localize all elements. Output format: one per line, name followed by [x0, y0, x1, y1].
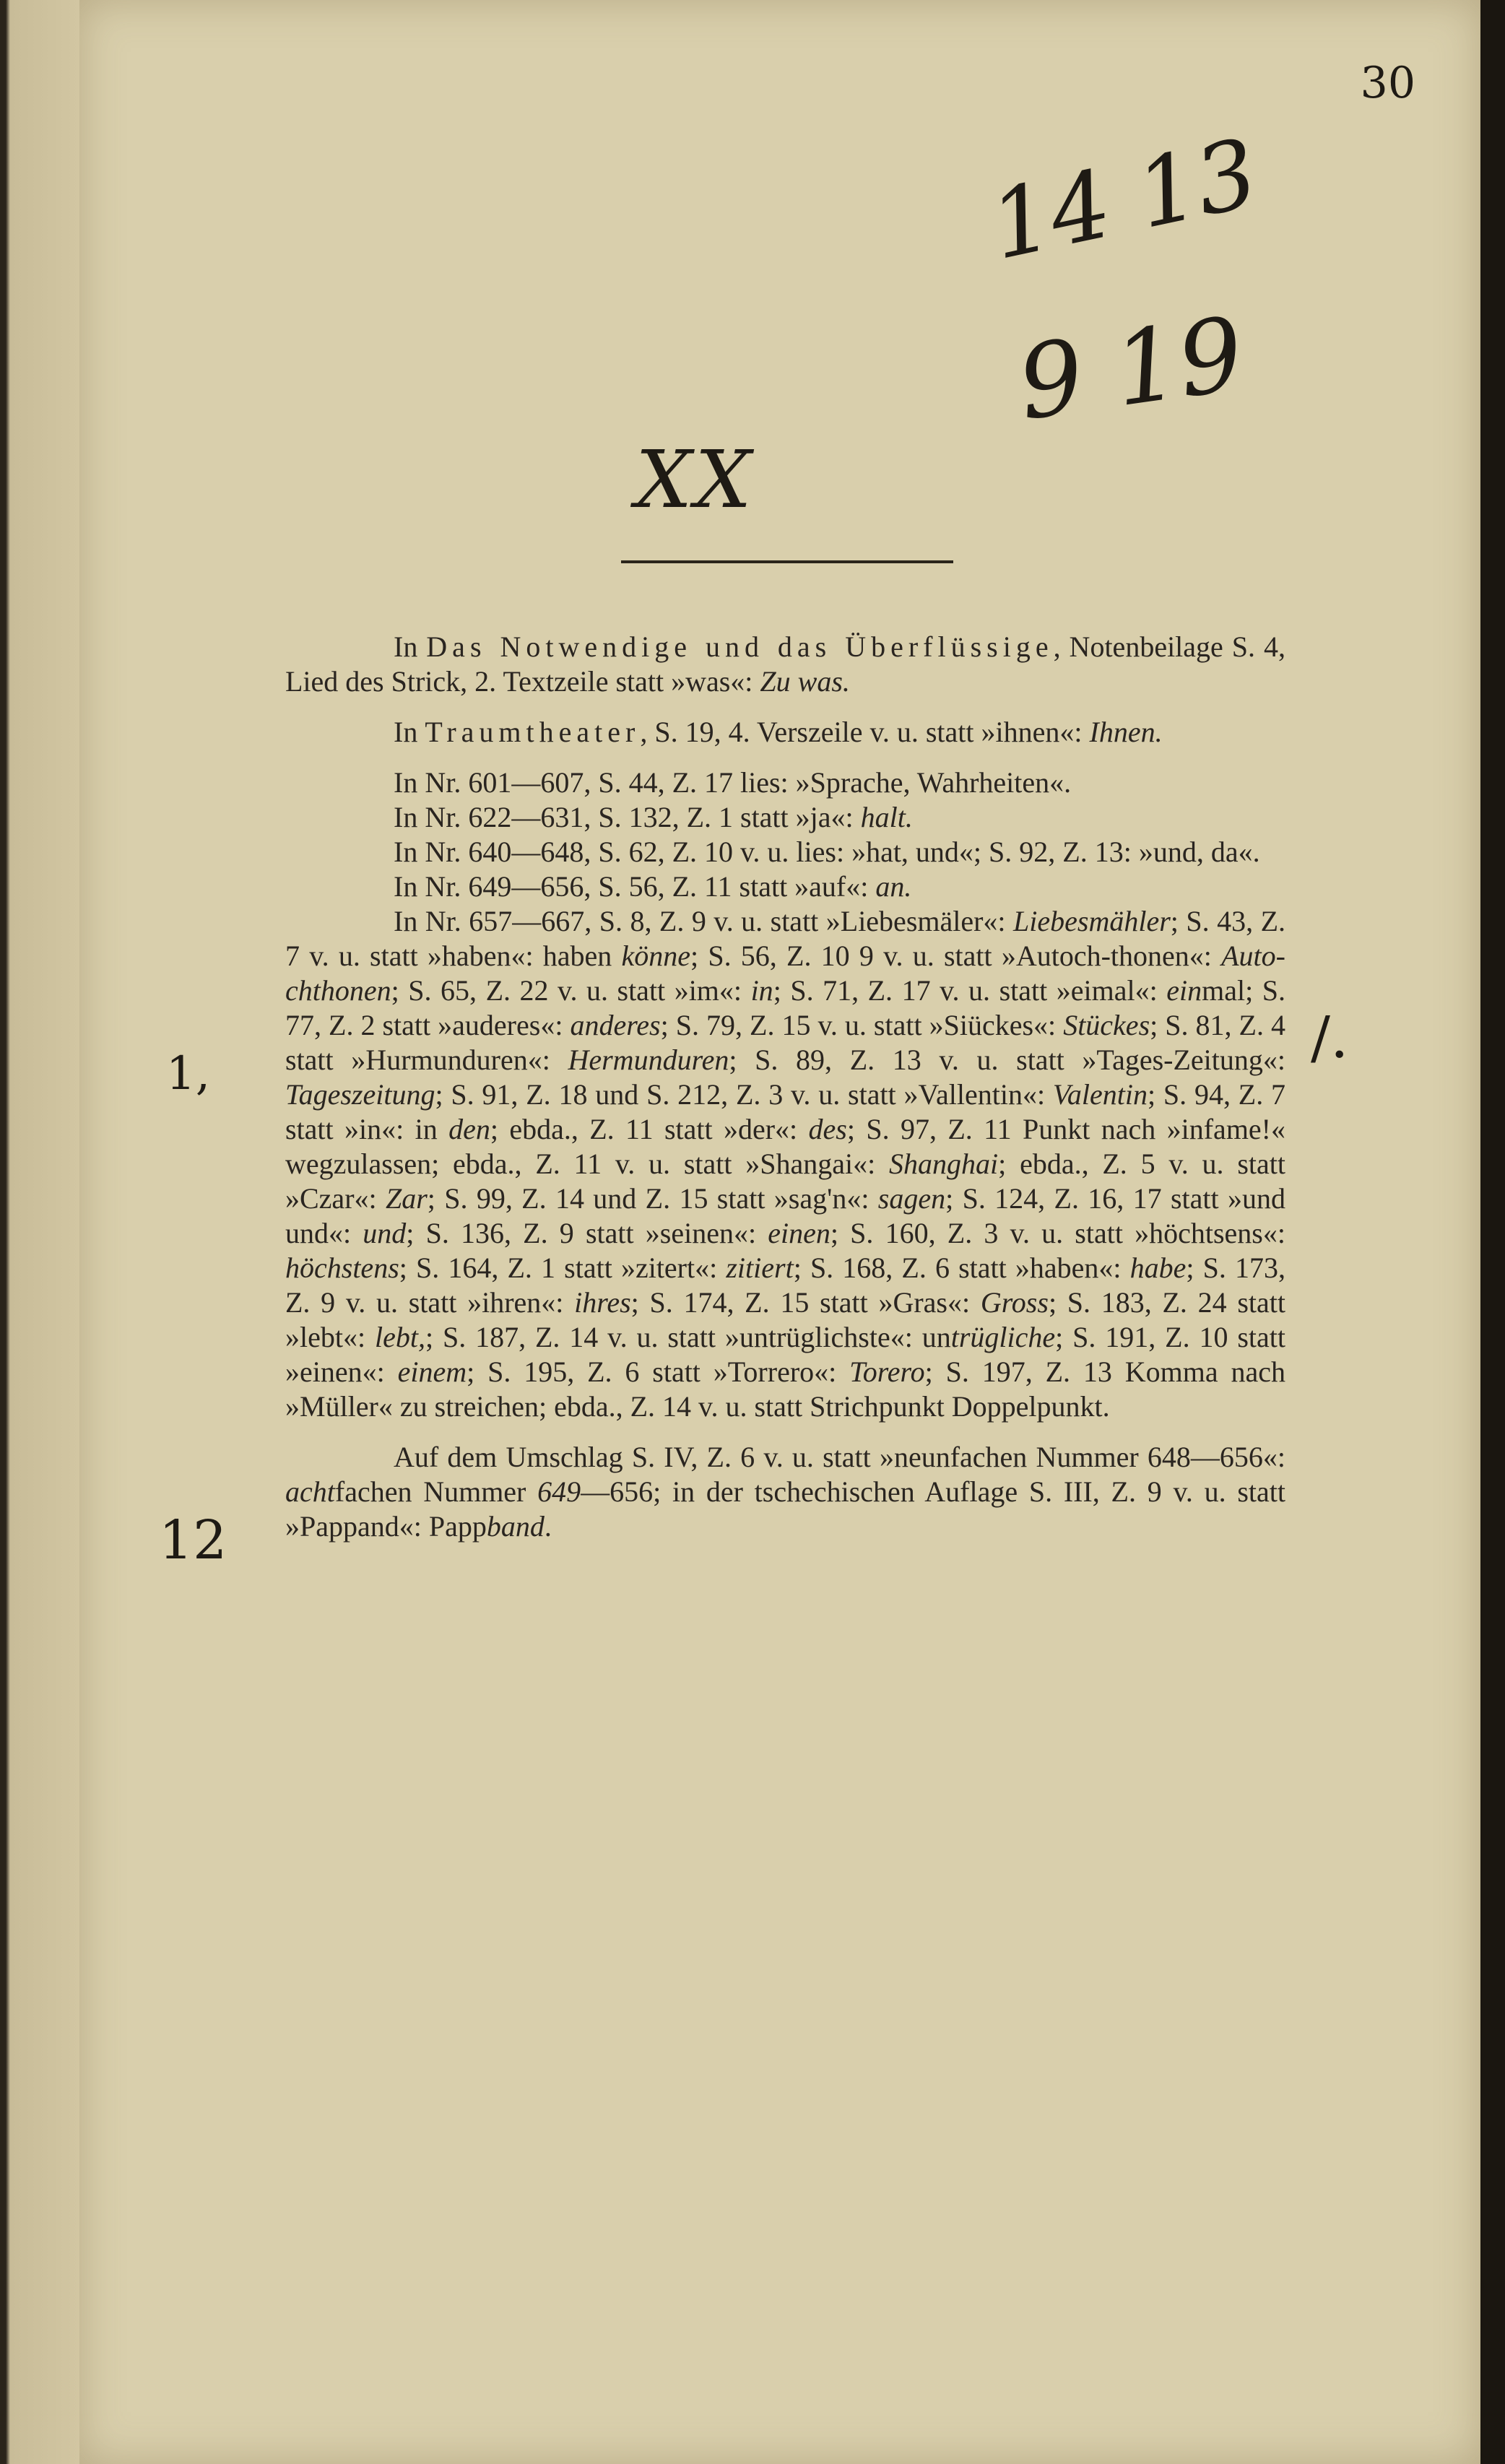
text-run: mal; S. 77, Z. 2 statt »auderes«:	[285, 974, 1285, 1041]
text-run: Auf dem Umschlag S. IV, Z. 6 v. u. statt »neunfachen Nummer 648—656«:	[394, 1441, 1285, 1473]
text-run: ; S. 56, Z. 10 9 v. u. statt »Autoch-thonen«:	[690, 940, 1222, 972]
correction: sagen	[877, 1182, 946, 1215]
page-number: 30	[1360, 58, 1415, 108]
correction: könne	[621, 940, 691, 972]
text-run: ; S. 81, Z. 4 statt »Hurmunduren«:	[285, 1009, 1286, 1076]
correction: einem	[397, 1355, 467, 1388]
adjacent-page-edge	[0, 0, 81, 2464]
correction: acht	[285, 1475, 335, 1508]
text-run: ; S. 168, Z. 6 statt »haben«:	[793, 1251, 1130, 1284]
correction: höchstens	[285, 1251, 399, 1284]
correction: halt.	[860, 801, 913, 833]
text-run: ; S. 174, Z. 15 statt »Gras«:	[630, 1286, 981, 1319]
correction: ihres	[574, 1286, 631, 1319]
text-run: In Nr. 640—648, S. 62, Z. 10 v. u. lies: »hat, und«; S. 92, Z. 13: »und, da«.	[394, 836, 1260, 868]
text-run: , S. 19, 4. Verszeile v. u. statt »ihnen«:	[640, 716, 1090, 748]
text-run: In Nr. 622—631, S. 132, Z. 1 statt »ja«:	[394, 801, 861, 833]
paragraph-notwendige	[285, 630, 1285, 699]
text-run: In	[394, 630, 427, 663]
margin-mark-slash: /.	[1311, 1004, 1349, 1071]
paragraph-traumtheater	[285, 715, 1285, 750]
handwritten-note-line1: 14 13	[981, 117, 1267, 282]
text-run: , Notenbeilage S. 4, Lied des Strick, 2. Textzeile statt »was«:	[285, 630, 1285, 698]
text-run: In	[394, 716, 425, 748]
document-page	[79, 0, 1480, 2464]
correction: an.	[875, 870, 912, 903]
correction: Shanghai	[889, 1148, 999, 1180]
correction: Hermunduren	[568, 1044, 729, 1076]
correction: einen	[768, 1217, 830, 1249]
text-run: ; S. 164, Z. 1 statt »zitert«:	[399, 1251, 727, 1284]
handwritten-note-line2: 9 19	[1011, 295, 1251, 443]
scan-background	[1480, 0, 1505, 2464]
text-run: In Nr. 601—607, S. 44, Z. 17 lies: »Sprache, Wahrheiten«.	[394, 766, 1072, 799]
text-run: ; ebda., Z. 11 statt »der«:	[490, 1113, 809, 1145]
correction: und	[363, 1217, 407, 1249]
correction: band	[486, 1510, 545, 1543]
text-run: ; S. 91, Z. 18 und S. 212, Z. 3 v. u. statt »Vallentin«:	[435, 1078, 1053, 1111]
correction: den	[448, 1113, 490, 1145]
correction: anderes	[570, 1009, 661, 1041]
correction: Torero	[849, 1355, 925, 1388]
text-run: ; S. 89, Z. 13 v. u. statt »Tages-Zeitung«:	[729, 1044, 1285, 1076]
text-run: ; S. 79, Z. 15 v. u. statt »Siückes«:	[660, 1009, 1064, 1041]
correction: Auto-chthonen	[285, 940, 1285, 1007]
paragraph-nr-657	[285, 904, 1285, 1424]
text-run: ; S. 191, Z. 10 statt »einen«:	[285, 1321, 1286, 1388]
text-run: ; S. 187, Z. 14 v. u. statt »untrüglichste«: un	[425, 1321, 951, 1353]
correction: Tageszeitung	[285, 1078, 435, 1111]
correction: Stückes	[1063, 1009, 1150, 1041]
work-title: Das Notwendige und das Überflüssige	[426, 630, 1054, 663]
text-run: ; S. 197, Z. 13 Komma nach »Müller« zu streichen; ebda., Z. 14 v. u. statt Strichpunkt Doppelpunkt.	[285, 1355, 1286, 1423]
correction: 649	[537, 1475, 581, 1508]
text-run: ; S. 183, Z. 24 statt »lebt«:	[285, 1286, 1286, 1353]
paragraph-nr-601	[285, 765, 1285, 800]
text-run: ; S. 195, Z. 6 statt »Torrero«:	[467, 1355, 850, 1388]
text-run: ; S. 65, Z. 22 v. u. statt »im«:	[391, 974, 751, 1007]
correction: Ihnen.	[1089, 716, 1163, 748]
margin-mark-twelve: 12	[159, 1509, 227, 1571]
text-run: ; S. 160, Z. 3 v. u. statt »höchtsens«:	[830, 1217, 1285, 1249]
correction: Zar	[385, 1182, 428, 1215]
handwritten-underline	[621, 560, 953, 563]
paragraph-nr-649	[285, 869, 1285, 904]
work-title: Traumtheater	[425, 716, 641, 748]
paragraph-nr-622	[285, 800, 1285, 835]
correction: des	[808, 1113, 847, 1145]
correction: in	[750, 974, 773, 1007]
text-run: —656; in der tschechischen Auflage S. III, Z. 9 v. u. statt »Pappand«: Papp	[285, 1475, 1285, 1543]
text-run: ; S. 94, Z. 7 statt »in«: in	[285, 1078, 1286, 1145]
handwritten-scribble: XX	[636, 433, 755, 526]
text-run: .	[544, 1510, 552, 1543]
correction: Valentin	[1052, 1078, 1148, 1111]
correction: Zu was.	[760, 665, 850, 698]
text-run: ; S. 99, Z. 14 und Z. 15 statt »sag'n«:	[427, 1182, 878, 1215]
text-run: ; S. 71, Z. 17 v. u. statt »eimal«:	[773, 974, 1167, 1007]
paragraph-umschlag	[285, 1440, 1285, 1544]
correction: trügliche	[950, 1321, 1056, 1353]
text-run: ; S. 43, Z. 7 v. u. statt »haben«: haben	[285, 905, 1285, 972]
correction: zitiert	[726, 1251, 794, 1284]
correction: Gross	[980, 1286, 1049, 1319]
text-run: ; S. 136, Z. 9 statt »seinen«:	[406, 1217, 768, 1249]
correction: lebt,	[374, 1321, 425, 1353]
paragraph-nr-640	[285, 835, 1285, 869]
correction: ein	[1166, 974, 1202, 1007]
text-run: ; S. 124, Z. 16, 17 statt »und und«:	[285, 1182, 1285, 1249]
text-run: In Nr. 657—667, S. 8, Z. 9 v. u. statt »Liebesmäler«:	[394, 905, 1014, 937]
text-run: fachen Nummer	[334, 1475, 538, 1508]
errata-text	[285, 630, 1285, 1544]
correction: habe	[1129, 1251, 1187, 1284]
text-run: ; S. 97, Z. 11 Punkt nach »infame!« wegzulassen; ebda., Z. 11 v. u. statt »Shangai«:	[285, 1113, 1286, 1180]
text-run: ; S. 173, Z. 9 v. u. statt »ihren«:	[285, 1251, 1286, 1319]
text-run: In Nr. 649—656, S. 56, Z. 11 statt »auf«:	[394, 870, 876, 903]
margin-mark-one: 1,	[166, 1047, 211, 1101]
correction: Liebesmähler	[1013, 905, 1171, 937]
text-run: ; ebda., Z. 5 v. u. statt »Czar«:	[285, 1148, 1285, 1215]
